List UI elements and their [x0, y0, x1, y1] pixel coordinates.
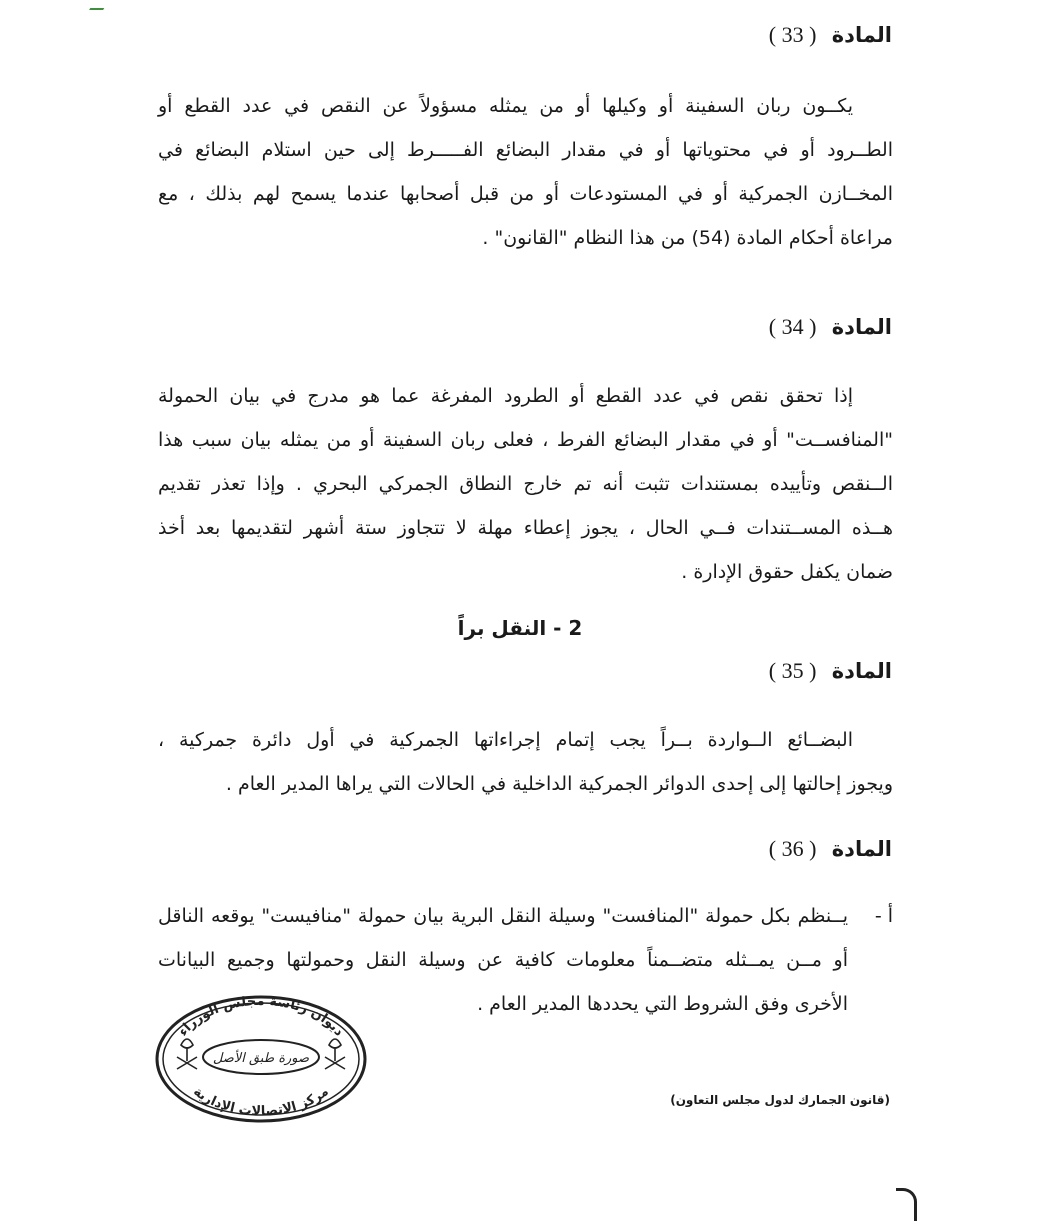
svg-text:ديوان رئاسة مجلس الوزراء	[176, 995, 347, 1040]
stamp-bottom-text: مركز الاتصالات الإدارية	[190, 1084, 332, 1120]
text-line: البضــائع الــواردة بــراً يجب إتمام إجراءاتها الجمركية في أول دائرة جمركية ،	[158, 729, 853, 751]
footer-note: (قانون الجمارك لدول مجلس التعاون)	[670, 1093, 890, 1107]
article-number: ( 36 )	[768, 836, 817, 861]
article-34-title	[761, 314, 892, 340]
emblem-icon	[177, 1039, 197, 1069]
text-line: ويجوز إحالتها إلى إحدى الدوائر الجمركية الداخلية في الحالات التي يراها المدير العام .	[225, 773, 893, 795]
article-number: ( 35 )	[768, 658, 817, 683]
text-line: "المنافســت" أو في مقدار البضائع الفرط ، فعلى ربان السفينة أو من يمثله بيان سبب هذا	[158, 429, 893, 451]
text-line: إذا تحقق نقص في عدد القطع أو الطرود المفرغة عما هو مدرج في بيان الحمولة	[158, 385, 853, 407]
page-corner-glyph	[896, 1188, 917, 1221]
text-line: مراعاة أحكام المادة (54) من هذا النظام "القانون" .	[482, 227, 893, 249]
text-line: الطــرود أو في محتوياتها أو في مقدار البضائع الفـــــرط إلى حين استلام البضائع في	[158, 139, 893, 161]
article-35-text	[158, 718, 893, 806]
official-stamp	[155, 995, 367, 1123]
article-35-title	[761, 658, 892, 684]
text-line: هــذه المســتندات فــي الحال ، يجوز إعطاء مهلة لا تتجاوز ستة أشهر لتقديمها بعد أخذ	[158, 517, 893, 539]
text-line: الــنقص وتأييده بمستندات تثبت أنه تم خارج النطاق الجمركي البحري . وإذا تعذر تقديم	[158, 473, 893, 495]
stamp-center-text: صورة طبق الأصل	[212, 1051, 310, 1066]
article-34-text	[158, 374, 893, 594]
article-label: المادة	[831, 23, 892, 47]
text-line: ضمان يكفل حقوق الإدارة .	[681, 561, 893, 583]
text-line: يــنظم بكل حمولة "المنافست" وسيلة النقل البرية بيان حمولة "منافيست" يوقعه الناقل	[158, 905, 848, 927]
list-marker: أ -	[874, 905, 893, 927]
article-33-text	[158, 84, 893, 260]
text-line: أو مــن يمــثله متضــمناً معلومات كافية عن وسيلة النقل وحمولتها وجميع البيانات	[158, 949, 848, 971]
article-label: المادة	[831, 315, 892, 339]
article-number: ( 34 )	[768, 314, 817, 339]
text-line: الأخرى وفق الشروط التي يحددها المدير العام .	[477, 993, 848, 1015]
article-36-title	[761, 836, 892, 862]
emblem-icon	[325, 1039, 345, 1069]
section-heading: 2 - النقل براً	[457, 616, 583, 640]
text-line: يكــون ربان السفينة أو وكيلها أو من يمثله مسؤولاً عن النقص في عدد القطع أو	[158, 95, 853, 117]
article-number: ( 33 )	[768, 22, 817, 47]
stamp-top-text: ديوان رئاسة مجلس الوزراء	[175, 995, 347, 1040]
article-33-title	[761, 22, 892, 48]
article-label: المادة	[831, 659, 892, 683]
text-line: المخــازن الجمركية أو في المستودعات أو من قبل أصحابها عندما يسمح لهم بذلك ، مع	[158, 183, 893, 205]
article-label: المادة	[831, 837, 892, 861]
corner-mark	[89, 0, 109, 10]
